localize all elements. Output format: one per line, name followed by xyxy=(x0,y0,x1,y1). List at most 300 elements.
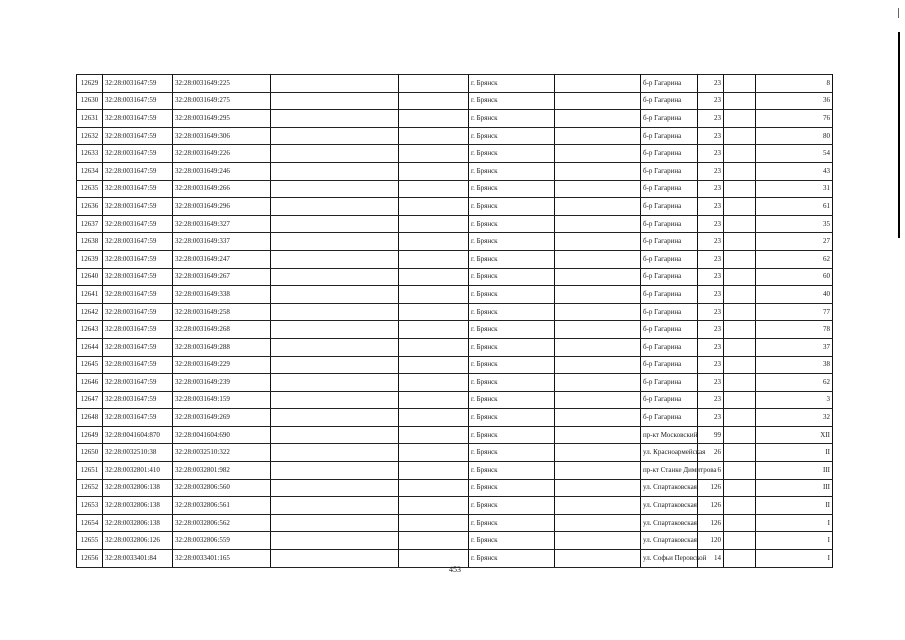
table-row xyxy=(77,268,833,286)
cell-premises-number: 3 xyxy=(756,391,833,409)
cell-empty xyxy=(555,497,641,515)
cell-record-number: 12635 xyxy=(77,180,103,198)
cell-empty xyxy=(555,127,641,145)
cell-empty xyxy=(555,92,641,110)
cell-street: б-р Гагарина xyxy=(641,127,698,145)
cell-empty xyxy=(399,391,469,409)
cell-empty xyxy=(399,233,469,251)
cell-city: г. Брянск xyxy=(469,338,555,356)
table-row xyxy=(77,162,833,180)
cell-house-number: 23 xyxy=(698,110,724,128)
cell-city: г. Брянск xyxy=(469,303,555,321)
cell-premises-number: 60 xyxy=(756,268,833,286)
cell-parent-cadastral-number: 32:28:0031647:59 xyxy=(103,110,173,128)
cell-empty xyxy=(271,180,399,198)
cell-premises-number: 32 xyxy=(756,409,833,427)
cell-parent-cadastral-number: 32:28:0033401:84 xyxy=(103,550,173,568)
cell-empty xyxy=(555,215,641,233)
cell-empty xyxy=(271,514,399,532)
cell-empty xyxy=(271,338,399,356)
cell-house-number: 126 xyxy=(698,497,724,515)
cell-empty xyxy=(271,532,399,550)
cell-premises-number: 27 xyxy=(756,233,833,251)
cell-empty xyxy=(724,391,756,409)
cell-premises-number: I xyxy=(756,550,833,568)
table-row xyxy=(77,198,833,216)
cell-premises-number: 35 xyxy=(756,215,833,233)
cell-empty xyxy=(399,356,469,374)
cell-city: г. Брянск xyxy=(469,233,555,251)
cell-premises-number: 36 xyxy=(756,92,833,110)
cell-empty xyxy=(724,409,756,427)
cell-premises-number: 40 xyxy=(756,286,833,304)
cell-empty xyxy=(271,268,399,286)
cell-empty xyxy=(555,356,641,374)
cell-street: б-р Гагарина xyxy=(641,145,698,163)
cell-street: ул. Спартаковская xyxy=(641,532,698,550)
cell-empty xyxy=(399,321,469,339)
cell-empty xyxy=(555,75,641,93)
cell-street: б-р Гагарина xyxy=(641,268,698,286)
cell-empty xyxy=(271,198,399,216)
cell-parent-cadastral-number: 32:28:0031647:59 xyxy=(103,75,173,93)
cell-parent-cadastral-number: 32:28:0031647:59 xyxy=(103,338,173,356)
cell-premises-number: 38 xyxy=(756,356,833,374)
cell-house-number: 23 xyxy=(698,321,724,339)
cell-premises-number: 61 xyxy=(756,198,833,216)
cell-city: г. Брянск xyxy=(469,110,555,128)
cell-empty xyxy=(399,514,469,532)
cell-street: ул. Спартаковская xyxy=(641,479,698,497)
cell-house-number: 23 xyxy=(698,92,724,110)
cell-street: б-р Гагарина xyxy=(641,180,698,198)
cell-empty xyxy=(271,497,399,515)
cell-street: б-р Гагарина xyxy=(641,215,698,233)
cell-empty xyxy=(399,162,469,180)
cell-cadastral-number: 32:28:0031649:268 xyxy=(173,321,271,339)
cell-premises-number: 62 xyxy=(756,250,833,268)
cell-parent-cadastral-number: 32:28:0032510:38 xyxy=(103,444,173,462)
cell-empty xyxy=(399,268,469,286)
cell-cadastral-number: 32:28:0032806:562 xyxy=(173,514,271,532)
cell-cadastral-number: 32:28:0041604:690 xyxy=(173,426,271,444)
table-row xyxy=(77,75,833,93)
cell-parent-cadastral-number: 32:28:0041604:870 xyxy=(103,426,173,444)
cell-record-number: 12651 xyxy=(77,462,103,480)
cell-premises-number: 77 xyxy=(756,303,833,321)
table-row xyxy=(77,479,833,497)
cell-record-number: 12638 xyxy=(77,233,103,251)
cell-city: г. Брянск xyxy=(469,321,555,339)
cell-house-number: 23 xyxy=(698,338,724,356)
cell-cadastral-number: 32:28:0031649:337 xyxy=(173,233,271,251)
cell-empty xyxy=(724,532,756,550)
table-row xyxy=(77,374,833,392)
cell-record-number: 12629 xyxy=(77,75,103,93)
table-row xyxy=(77,426,833,444)
cell-house-number: 14 xyxy=(698,550,724,568)
cell-empty xyxy=(724,462,756,480)
cell-empty xyxy=(555,198,641,216)
cell-city: г. Брянск xyxy=(469,409,555,427)
cell-empty xyxy=(555,162,641,180)
cell-record-number: 12643 xyxy=(77,321,103,339)
cell-city: г. Брянск xyxy=(469,215,555,233)
cell-empty xyxy=(724,145,756,163)
cell-cadastral-number: 32:28:0032806:560 xyxy=(173,479,271,497)
cell-street: б-р Гагарина xyxy=(641,374,698,392)
cell-cadastral-number: 32:28:0031649:258 xyxy=(173,303,271,321)
cell-record-number: 12654 xyxy=(77,514,103,532)
table-row xyxy=(77,356,833,374)
cell-street: б-р Гагарина xyxy=(641,303,698,321)
cell-empty xyxy=(555,110,641,128)
cell-city: г. Брянск xyxy=(469,514,555,532)
property-register-table xyxy=(76,74,833,568)
cell-house-number: 26 xyxy=(698,444,724,462)
cell-street: б-р Гагарина xyxy=(641,356,698,374)
cell-house-number: 23 xyxy=(698,180,724,198)
table-row xyxy=(77,145,833,163)
cell-cadastral-number: 32:28:0032806:559 xyxy=(173,532,271,550)
cell-city: г. Брянск xyxy=(469,286,555,304)
cell-cadastral-number: 32:28:0031649:295 xyxy=(173,110,271,128)
cell-premises-number: 8 xyxy=(756,75,833,93)
cell-empty xyxy=(271,250,399,268)
cell-house-number: 6 xyxy=(698,462,724,480)
table-row xyxy=(77,321,833,339)
cell-street: ул. Красноармейская xyxy=(641,444,698,462)
cell-empty xyxy=(399,145,469,163)
cell-street: пр-кт Московский xyxy=(641,426,698,444)
cell-cadastral-number: 32:28:0031649:266 xyxy=(173,180,271,198)
cell-premises-number: 80 xyxy=(756,127,833,145)
cell-premises-number: 78 xyxy=(756,321,833,339)
table-row xyxy=(77,286,833,304)
table-row xyxy=(77,127,833,145)
cell-record-number: 12636 xyxy=(77,198,103,216)
cell-parent-cadastral-number: 32:28:0031647:59 xyxy=(103,127,173,145)
cell-empty xyxy=(271,409,399,427)
cell-empty xyxy=(724,303,756,321)
table-row xyxy=(77,409,833,427)
cell-street: пр-кт Станке Димитрова xyxy=(641,462,698,480)
cell-empty xyxy=(724,514,756,532)
cell-house-number: 23 xyxy=(698,162,724,180)
cell-empty xyxy=(399,444,469,462)
cell-record-number: 12653 xyxy=(77,497,103,515)
cell-cadastral-number: 32:28:0031649:225 xyxy=(173,75,271,93)
table-row xyxy=(77,391,833,409)
cell-premises-number: XII xyxy=(756,426,833,444)
cell-parent-cadastral-number: 32:28:0031647:59 xyxy=(103,180,173,198)
cell-city: г. Брянск xyxy=(469,444,555,462)
cell-record-number: 12639 xyxy=(77,250,103,268)
cell-record-number: 12644 xyxy=(77,338,103,356)
cell-parent-cadastral-number: 32:28:0031647:59 xyxy=(103,321,173,339)
cell-empty xyxy=(724,233,756,251)
cell-record-number: 12633 xyxy=(77,145,103,163)
table-row xyxy=(77,180,833,198)
cell-empty xyxy=(271,356,399,374)
cell-empty xyxy=(271,444,399,462)
cell-house-number: 23 xyxy=(698,198,724,216)
cell-empty xyxy=(271,233,399,251)
cell-record-number: 12634 xyxy=(77,162,103,180)
cell-parent-cadastral-number: 32:28:0031647:59 xyxy=(103,409,173,427)
cell-empty xyxy=(724,215,756,233)
cell-record-number: 12640 xyxy=(77,268,103,286)
scan-edge-mark xyxy=(898,32,900,238)
cell-empty xyxy=(555,303,641,321)
cell-empty xyxy=(271,286,399,304)
cell-house-number: 120 xyxy=(698,532,724,550)
cell-empty xyxy=(555,550,641,568)
cell-record-number: 12649 xyxy=(77,426,103,444)
cell-house-number: 126 xyxy=(698,514,724,532)
cell-empty xyxy=(399,479,469,497)
cell-empty xyxy=(555,268,641,286)
table-row xyxy=(77,303,833,321)
cell-empty xyxy=(724,356,756,374)
cell-empty xyxy=(399,497,469,515)
cell-city: г. Брянск xyxy=(469,391,555,409)
cell-empty xyxy=(399,215,469,233)
table-row xyxy=(77,215,833,233)
cell-empty xyxy=(399,75,469,93)
cell-parent-cadastral-number: 32:28:0031647:59 xyxy=(103,286,173,304)
cell-street: б-р Гагарина xyxy=(641,286,698,304)
cell-empty xyxy=(399,198,469,216)
cell-parent-cadastral-number: 32:28:0032806:138 xyxy=(103,497,173,515)
cell-house-number: 23 xyxy=(698,286,724,304)
cell-empty xyxy=(555,462,641,480)
cell-empty xyxy=(724,162,756,180)
cell-empty xyxy=(724,497,756,515)
cell-empty xyxy=(555,321,641,339)
cell-premises-number: III xyxy=(756,462,833,480)
cell-record-number: 12645 xyxy=(77,356,103,374)
cell-empty xyxy=(271,374,399,392)
cell-city: г. Брянск xyxy=(469,127,555,145)
cell-parent-cadastral-number: 32:28:0031647:59 xyxy=(103,145,173,163)
cell-empty xyxy=(724,198,756,216)
cell-city: г. Брянск xyxy=(469,497,555,515)
cell-city: г. Брянск xyxy=(469,532,555,550)
cell-record-number: 12632 xyxy=(77,127,103,145)
cell-empty xyxy=(271,127,399,145)
cell-empty xyxy=(724,426,756,444)
table-row xyxy=(77,250,833,268)
cell-street: б-р Гагарина xyxy=(641,409,698,427)
cell-empty xyxy=(271,75,399,93)
table-row xyxy=(77,532,833,550)
cell-empty xyxy=(724,338,756,356)
cell-premises-number: II xyxy=(756,497,833,515)
cell-empty xyxy=(724,444,756,462)
cell-empty xyxy=(555,391,641,409)
cell-empty xyxy=(555,514,641,532)
cell-empty xyxy=(555,338,641,356)
cell-house-number: 23 xyxy=(698,75,724,93)
cell-city: г. Брянск xyxy=(469,180,555,198)
cell-empty xyxy=(399,92,469,110)
cell-street: б-р Гагарина xyxy=(641,338,698,356)
cell-empty xyxy=(271,391,399,409)
cell-empty xyxy=(399,180,469,198)
cell-house-number: 23 xyxy=(698,303,724,321)
cell-cadastral-number: 32:28:0031649:269 xyxy=(173,409,271,427)
cell-cadastral-number: 32:28:0031649:226 xyxy=(173,145,271,163)
cell-parent-cadastral-number: 32:28:0032801:410 xyxy=(103,462,173,480)
cell-city: г. Брянск xyxy=(469,145,555,163)
cell-parent-cadastral-number: 32:28:0031647:59 xyxy=(103,92,173,110)
page-number: 453 xyxy=(449,565,461,574)
cell-premises-number: 62 xyxy=(756,374,833,392)
cell-empty xyxy=(724,127,756,145)
cell-empty xyxy=(724,268,756,286)
cell-house-number: 23 xyxy=(698,250,724,268)
cell-city: г. Брянск xyxy=(469,426,555,444)
cell-empty xyxy=(724,321,756,339)
cell-empty xyxy=(555,479,641,497)
cell-empty xyxy=(555,409,641,427)
cell-empty xyxy=(555,286,641,304)
cell-cadastral-number: 32:28:0032801:982 xyxy=(173,462,271,480)
table-row xyxy=(77,92,833,110)
cell-empty xyxy=(271,92,399,110)
cell-cadastral-number: 32:28:0031649:288 xyxy=(173,338,271,356)
cell-cadastral-number: 32:28:0031649:306 xyxy=(173,127,271,145)
cell-record-number: 12641 xyxy=(77,286,103,304)
cell-empty xyxy=(271,479,399,497)
cell-empty xyxy=(399,462,469,480)
cell-parent-cadastral-number: 32:28:0031647:59 xyxy=(103,374,173,392)
cell-empty xyxy=(271,303,399,321)
cell-empty xyxy=(271,162,399,180)
cell-empty xyxy=(399,303,469,321)
cell-cadastral-number: 32:28:0032510:322 xyxy=(173,444,271,462)
cell-empty xyxy=(399,127,469,145)
cell-house-number: 23 xyxy=(698,145,724,163)
cell-empty xyxy=(271,550,399,568)
cell-parent-cadastral-number: 32:28:0031647:59 xyxy=(103,391,173,409)
cell-parent-cadastral-number: 32:28:0031647:59 xyxy=(103,162,173,180)
cell-city: г. Брянск xyxy=(469,462,555,480)
table-row xyxy=(77,514,833,532)
cell-house-number: 23 xyxy=(698,268,724,286)
cell-empty xyxy=(271,215,399,233)
cell-empty xyxy=(399,426,469,444)
cell-cadastral-number: 32:28:0031649:327 xyxy=(173,215,271,233)
cell-street: б-р Гагарина xyxy=(641,391,698,409)
cell-empty xyxy=(271,462,399,480)
cell-parent-cadastral-number: 32:28:0031647:59 xyxy=(103,198,173,216)
cell-house-number: 23 xyxy=(698,233,724,251)
cell-cadastral-number: 32:28:0031649:338 xyxy=(173,286,271,304)
cell-empty xyxy=(399,110,469,128)
cell-cadastral-number: 32:28:0031649:247 xyxy=(173,250,271,268)
cell-parent-cadastral-number: 32:28:0031647:59 xyxy=(103,268,173,286)
cell-house-number: 23 xyxy=(698,374,724,392)
cell-parent-cadastral-number: 32:28:0031647:59 xyxy=(103,250,173,268)
cell-house-number: 23 xyxy=(698,356,724,374)
cell-record-number: 12646 xyxy=(77,374,103,392)
cell-house-number: 23 xyxy=(698,391,724,409)
cell-record-number: 12648 xyxy=(77,409,103,427)
cell-street: ул. Спартаковская xyxy=(641,514,698,532)
cell-street: б-р Гагарина xyxy=(641,233,698,251)
cell-empty xyxy=(271,145,399,163)
cell-city: г. Брянск xyxy=(469,374,555,392)
table-row xyxy=(77,444,833,462)
scan-edge-tick xyxy=(898,8,899,18)
cell-empty xyxy=(724,250,756,268)
cell-street: б-р Гагарина xyxy=(641,162,698,180)
cell-city: г. Брянск xyxy=(469,162,555,180)
cell-city: г. Брянск xyxy=(469,268,555,286)
cell-empty xyxy=(555,145,641,163)
cell-premises-number: II xyxy=(756,444,833,462)
cell-city: г. Брянск xyxy=(469,550,555,568)
cell-empty xyxy=(555,250,641,268)
cell-empty xyxy=(555,444,641,462)
cell-empty xyxy=(399,250,469,268)
cell-house-number: 23 xyxy=(698,215,724,233)
cell-premises-number: 76 xyxy=(756,110,833,128)
cell-record-number: 12650 xyxy=(77,444,103,462)
cell-cadastral-number: 32:28:0032806:561 xyxy=(173,497,271,515)
cell-city: г. Брянск xyxy=(469,250,555,268)
cell-cadastral-number: 32:28:0031649:159 xyxy=(173,391,271,409)
cell-parent-cadastral-number: 32:28:0031647:59 xyxy=(103,233,173,251)
cell-city: г. Брянск xyxy=(469,75,555,93)
cell-empty xyxy=(724,75,756,93)
cell-empty xyxy=(555,233,641,251)
cell-city: г. Брянск xyxy=(469,479,555,497)
cell-empty xyxy=(555,426,641,444)
cell-street: б-р Гагарина xyxy=(641,92,698,110)
cell-empty xyxy=(399,286,469,304)
cell-parent-cadastral-number: 32:28:0032806:138 xyxy=(103,514,173,532)
cell-empty xyxy=(271,321,399,339)
cell-house-number: 23 xyxy=(698,409,724,427)
cell-house-number: 99 xyxy=(698,426,724,444)
cell-cadastral-number: 32:28:0031649:296 xyxy=(173,198,271,216)
cell-cadastral-number: 32:28:0031649:246 xyxy=(173,162,271,180)
cell-premises-number: I xyxy=(756,514,833,532)
cell-cadastral-number: 32:28:0033401:165 xyxy=(173,550,271,568)
cell-empty xyxy=(555,532,641,550)
cell-parent-cadastral-number: 32:28:0031647:59 xyxy=(103,356,173,374)
cell-empty xyxy=(399,374,469,392)
table-row xyxy=(77,110,833,128)
cell-empty xyxy=(724,550,756,568)
table-row xyxy=(77,497,833,515)
cell-empty xyxy=(399,409,469,427)
cell-street: б-р Гагарина xyxy=(641,110,698,128)
cell-record-number: 12652 xyxy=(77,479,103,497)
table-row xyxy=(77,338,833,356)
cell-premises-number: 37 xyxy=(756,338,833,356)
cell-cadastral-number: 32:28:0031649:275 xyxy=(173,92,271,110)
cell-street: б-р Гагарина xyxy=(641,75,698,93)
cell-empty xyxy=(724,286,756,304)
cell-empty xyxy=(724,374,756,392)
cell-empty xyxy=(399,338,469,356)
cell-empty xyxy=(724,479,756,497)
cell-record-number: 12655 xyxy=(77,532,103,550)
